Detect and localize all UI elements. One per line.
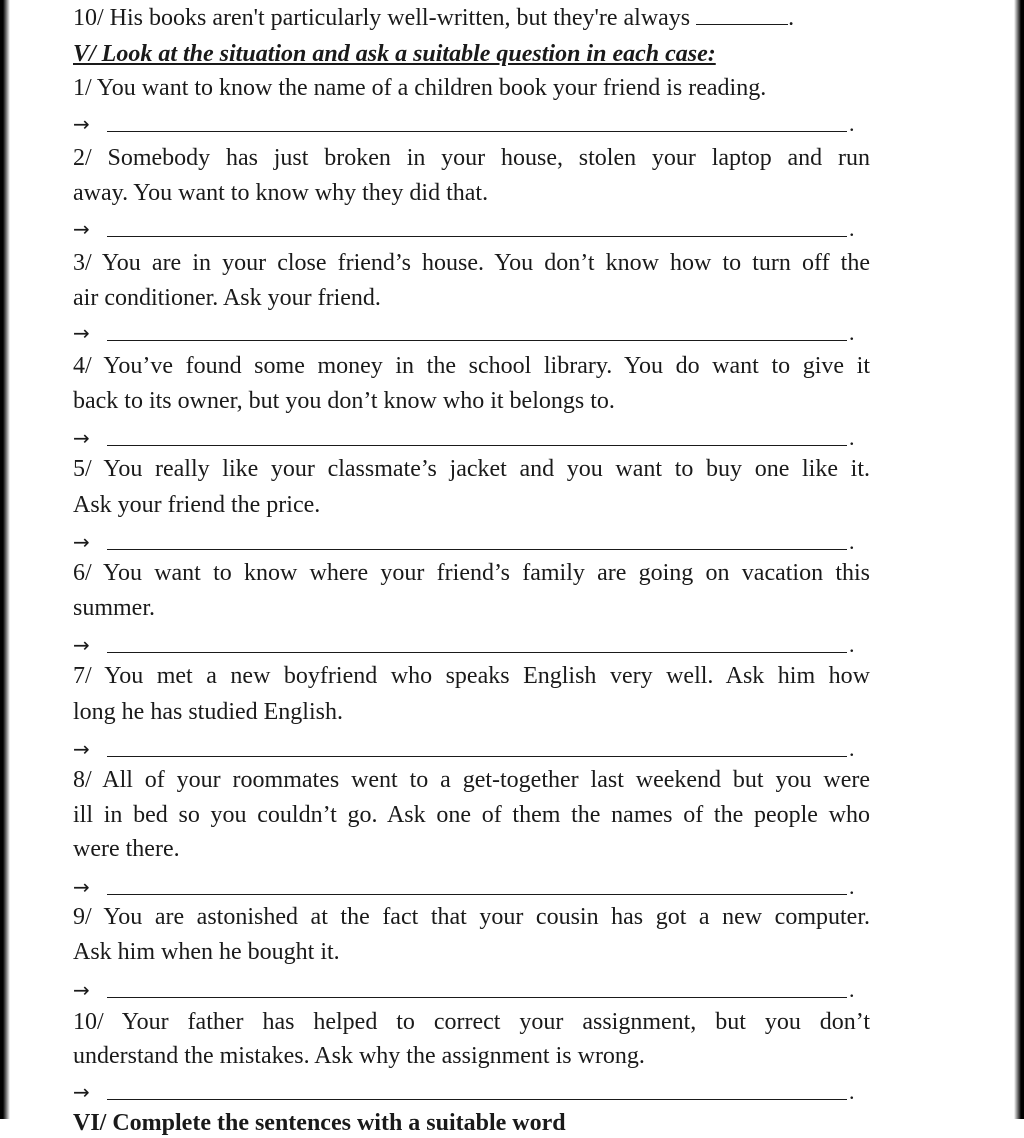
arrow-icon: →: [73, 633, 90, 657]
prev-item-10: [73, 3, 794, 33]
answer-line-5[interactable]: [107, 549, 847, 550]
arrow-icon: →: [73, 1080, 90, 1104]
answer-row-8: [73, 872, 873, 902]
question-4-line-2: back to its owner, but you don’t know who it belongs to.: [73, 388, 615, 414]
answer-line-7[interactable]: [107, 756, 847, 757]
answer-line-8[interactable]: [107, 894, 847, 895]
prev-item-end: .: [788, 5, 795, 31]
answer-row-6: [73, 630, 873, 660]
arrow-icon: →: [73, 426, 90, 450]
answer-line-3[interactable]: [107, 340, 847, 341]
answer-line-6[interactable]: [107, 652, 847, 653]
answer-end-4: .: [849, 425, 855, 450]
answer-end-2: .: [849, 216, 855, 241]
answer-end-7: .: [849, 736, 855, 761]
question-5-line-1: 5/ You really like your classmate’s jacket and you want to buy one like it.: [73, 456, 870, 482]
answer-row-4: [73, 423, 873, 453]
arrow-icon: →: [73, 875, 90, 899]
question-7-line-1: 7/ You met a new boyfriend who speaks English very well. Ask him how: [73, 663, 870, 689]
answer-end-10: .: [849, 1079, 855, 1104]
prev-item-number: 10/: [73, 5, 104, 31]
answer-line-1[interactable]: [107, 131, 847, 132]
question-9-line-1: 9/ You are astonished at the fact that your cousin has got a new computer.: [73, 904, 870, 930]
question-3-line-1: 3/ You are in your close friend’s house. You don’t know how to turn off the: [73, 250, 870, 276]
arrow-icon: →: [73, 978, 90, 1002]
question-3-line-2: air conditioner. Ask your friend.: [73, 285, 381, 311]
answer-row-3: [73, 318, 873, 348]
page-edge-right: [1014, 0, 1024, 1119]
question-2-line-1: 2/ Somebody has just broken in your house, stolen your laptop and run: [73, 145, 870, 171]
question-8-line-1: 8/ All of your roommates went to a get-together last weekend but you were: [73, 767, 870, 793]
answer-line-9[interactable]: [107, 997, 847, 998]
arrow-icon: →: [73, 112, 90, 136]
answer-line-10[interactable]: [107, 1099, 847, 1100]
answer-row-2: [73, 214, 873, 244]
next-section-heading-text: VI/ Complete the sentences with a suitable word: [73, 1110, 566, 1136]
question-9-line-2: Ask him when he bought it.: [73, 939, 340, 965]
arrow-icon: →: [73, 737, 90, 761]
question-1-line-1: 1/ You want to know the name of a children book your friend is reading.: [73, 75, 767, 101]
page-edge-left: [0, 0, 10, 1119]
answer-end-3: .: [849, 320, 855, 345]
answer-end-1: .: [849, 111, 855, 136]
arrow-icon: →: [73, 321, 90, 345]
answer-row-7: [73, 734, 873, 764]
answer-row-9: [73, 975, 873, 1005]
arrow-icon: →: [73, 530, 90, 554]
answer-end-9: .: [849, 977, 855, 1002]
answer-line-2[interactable]: [107, 236, 847, 237]
prev-item-blank[interactable]: [696, 4, 788, 25]
next-section-heading-cutoff: [73, 1110, 873, 1136]
question-8-line-3: were there.: [73, 836, 180, 862]
arrow-icon: →: [73, 217, 90, 241]
prev-item-text: His books aren't particularly well-written, but they're always: [109, 5, 691, 31]
question-10-line-2: understand the mistakes. Ask why the assignment is wrong.: [73, 1043, 645, 1069]
answer-end-6: .: [849, 632, 855, 657]
question-4-line-1: 4/ You’ve found some money in the school library. You do want to give it: [73, 353, 870, 379]
answer-row-1: [73, 109, 873, 139]
answer-row-5: [73, 527, 873, 557]
answer-row-10: [73, 1077, 873, 1107]
question-6-line-2: summer.: [73, 595, 155, 621]
question-10-line-1: 10/ Your father has helped to correct your assignment, but you don’t: [73, 1009, 870, 1035]
answer-line-4[interactable]: [107, 445, 847, 446]
question-8-line-2: ill in bed so you couldn’t go. Ask one of them the names of the people who: [73, 802, 870, 828]
section-heading: V/ Look at the situation and ask a suitable question in each case:: [73, 41, 716, 67]
answer-end-5: .: [849, 529, 855, 554]
question-5-line-2: Ask your friend the price.: [73, 492, 321, 518]
question-6-line-1: 6/ You want to know where your friend’s family are going on vacation this: [73, 560, 870, 586]
question-2-line-2: away. You want to know why they did that.: [73, 180, 489, 206]
answer-end-8: .: [849, 874, 855, 899]
question-7-line-2: long he has studied English.: [73, 699, 343, 725]
